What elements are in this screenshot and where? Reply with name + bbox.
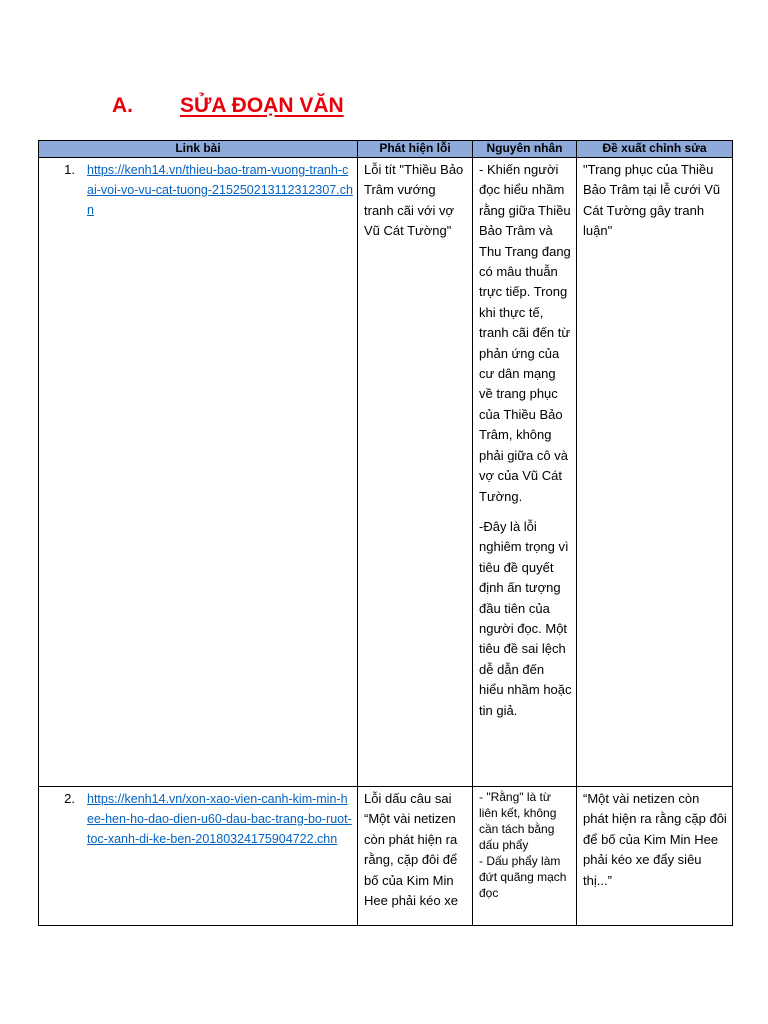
- error-cell: Lỗi tít "Thiều Bảo Trâm vướng tranh cãi với vợ Vũ Cát Tường": [358, 158, 473, 787]
- cause-paragraph: - Dấu phẩy làm đứt quãng mạch đọc: [479, 854, 567, 900]
- fix-cell: "Trang phục của Thiều Bảo Trâm tại lễ cưới Vũ Cát Tường gây tranh luận": [577, 158, 733, 787]
- error-cell: [358, 787, 473, 926]
- header-error: Phát hiện lỗi: [358, 141, 473, 158]
- row-index: 2.: [64, 791, 75, 806]
- article-link[interactable]: https://kenh14.vn/xon-xao-vien-canh-kim-min-hee-hen-ho-dao-dien-u60-dau-bac-trang-bo-ruot-toc-xanh-di-ke-ben-20180324175904722.chn: [87, 792, 352, 846]
- header-cause: Nguyên nhân: [473, 141, 577, 158]
- corrections-table: [38, 140, 733, 926]
- cause-paragraph: - "Rằng" là từ liên kết, không cần tách bằng dấu phẩy: [479, 790, 557, 852]
- error-text: Lỗi dấu câu sai “Một vài netizen còn phát hiện ra rằng, cặp đôi để bố của Kim Min Hee phải kéo xe: [364, 791, 458, 909]
- header-link: Link bài: [39, 141, 358, 158]
- row-index: 1.: [64, 162, 75, 177]
- table-row: [39, 158, 733, 787]
- table-header-row: [39, 141, 733, 158]
- cause-cell: [473, 158, 577, 787]
- section-title: SỬA ĐOẠN VĂN: [180, 94, 344, 117]
- fix-cell: “Một vài netizen còn phát hiện ra rằng cặp đôi để bố của Kim Min Hee phải kéo xe đẩy siêu thị...”: [577, 787, 733, 926]
- link-cell: [39, 787, 358, 926]
- cause-cell: [473, 787, 577, 926]
- section-heading: [112, 94, 344, 118]
- link-cell: [39, 158, 358, 787]
- header-fix: Đề xuất chỉnh sửa: [577, 141, 733, 158]
- cause-paragraph: - Khiến người đọc hiểu nhầm rằng giữa Thiều Bảo Trâm và Thu Trang đang có mâu thuẫn trực tiếp. Trong khi thực tế, tranh cãi đến từ phản ứng của cư dân mạng về trang phục của Thiều Bảo Trâm, không phải giữa cô và vợ của Vũ Cát Tường.: [479, 162, 571, 504]
- section-number: A.: [112, 94, 133, 117]
- table-row: [39, 787, 733, 926]
- cause-paragraph: -Đây là lỗi nghiêm trọng vì tiêu đề quyết định ấn tượng đầu tiên của người đọc. Một tiêu đề sai lệch dễ dẫn đến hiểu nhầm hoặc tin giả.: [479, 518, 572, 718]
- article-link[interactable]: https://kenh14.vn/thieu-bao-tram-vuong-tranh-cai-voi-vo-vu-cat-tuong-215250213112312307.chn: [87, 163, 353, 217]
